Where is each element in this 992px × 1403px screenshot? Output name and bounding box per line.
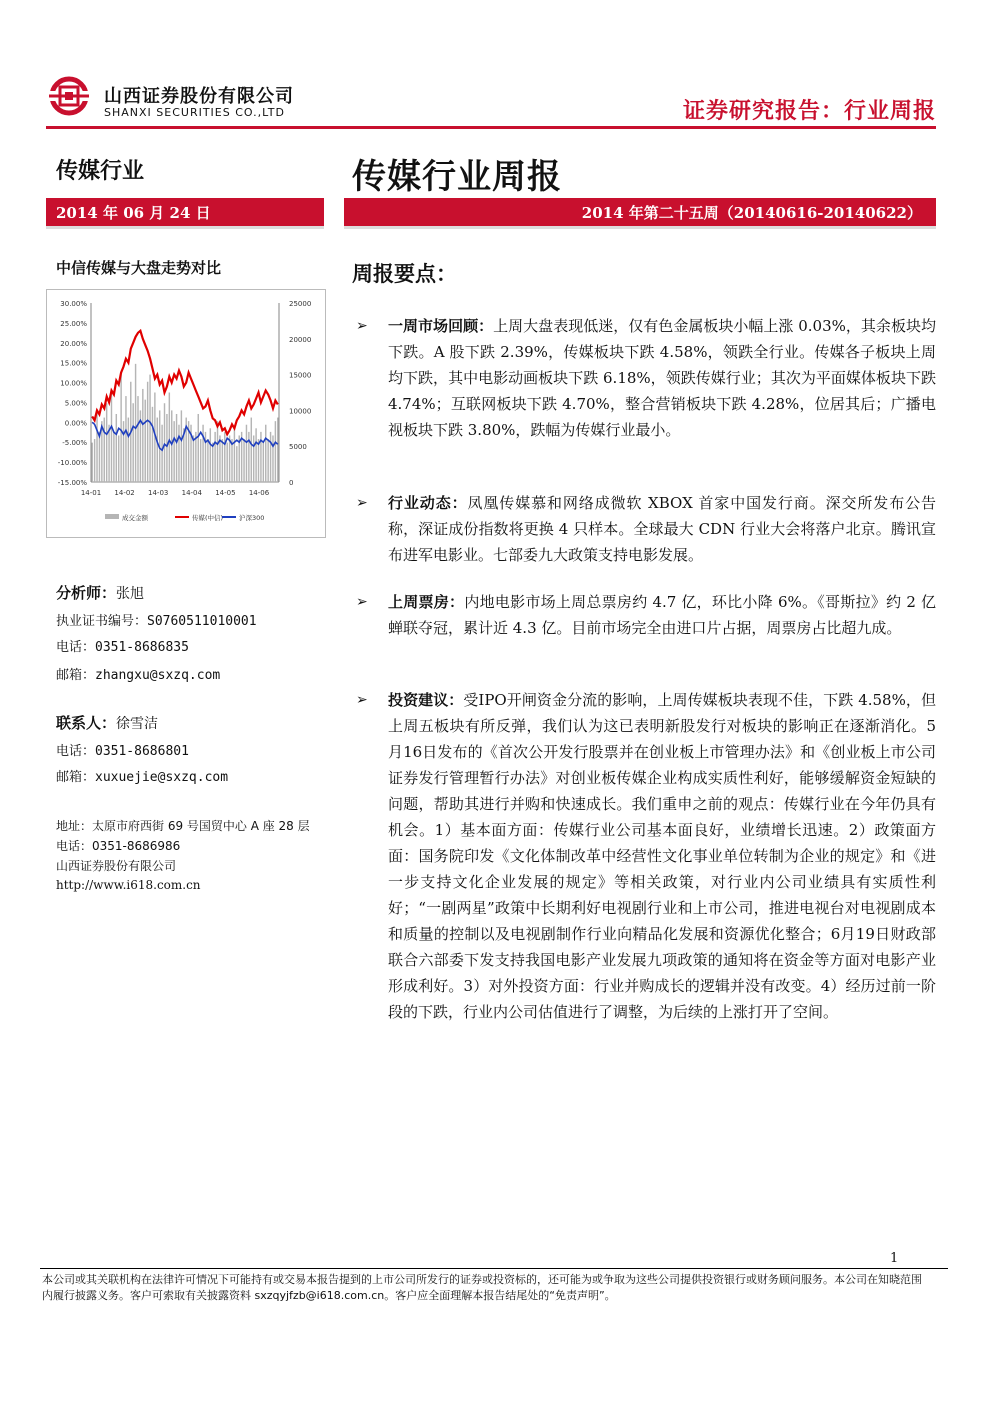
x-tick-label: 14-01 xyxy=(80,489,102,497)
company-url[interactable]: http://www.i618.com.cn xyxy=(56,878,201,892)
volume-bar xyxy=(212,443,213,482)
section-text: 凤凰传媒慕和网络成微软 XBOX 首家中国发行商。深交所发布公告称，深证成份指数将更换 4 只样本。全球最大 CDN 行业大会将落户北京。腾讯宣布进军电影业。七部委九大政策支持电影发展。 xyxy=(388,494,936,564)
company-name-cn: 山西证券股份有限公司 xyxy=(104,86,294,107)
volume-bar xyxy=(272,435,273,482)
analyst-phone: 电话：0351-8686835 xyxy=(56,640,189,655)
section-label: 行业动态： xyxy=(388,494,468,512)
section-box-office xyxy=(388,589,936,641)
volume-bar xyxy=(243,439,244,482)
volume-bar xyxy=(104,418,105,482)
legend-label: 成交金额 xyxy=(122,514,148,522)
analyst-email[interactable]: 邮箱：zhangxu@sxzq.com xyxy=(56,668,221,683)
legend-label: 传媒(中信) xyxy=(192,514,224,522)
bullet-icon: ➢ xyxy=(356,495,368,511)
contact-name: 徐雪洁 xyxy=(116,716,159,732)
volume-bar xyxy=(142,389,143,482)
contact-name-row xyxy=(56,712,158,733)
sector-label: 传媒行业 xyxy=(56,159,145,184)
media-index-line xyxy=(92,331,278,435)
volume-bar xyxy=(166,414,167,482)
volume-bar xyxy=(226,443,227,482)
x-tick-label: 14-05 xyxy=(215,489,236,497)
volume-bar xyxy=(137,396,138,482)
analyst-name: 张旭 xyxy=(116,586,145,602)
y-left-tick-label: 0.00% xyxy=(64,419,87,428)
volume-bar xyxy=(263,443,264,482)
y-right-tick-label: 20000 xyxy=(289,335,312,344)
section-text: 上周大盘表现低迷，仅有色金属板块小幅上涨 0.03%，其余板块均下跌。A 股下跌 2.39%，传媒板块下跌 4.58%，领跌全行业。传媒各子板块上周均下跌，其中电影动画板块下跌 6.18%，领跌传媒行业；其次为平面媒体板块下跌 4.74%；互联网板块下跌 4.70%，整合营销板块下跌 4.28%，位居其后；广播电视板块下跌 3.80%，跌幅为传媒行业最小。 xyxy=(388,317,936,439)
y-left-tick-label: -5.00% xyxy=(62,439,87,448)
volume-bar xyxy=(118,435,119,482)
volume-bar xyxy=(246,425,247,482)
volume-bar xyxy=(181,410,182,482)
volume-bar xyxy=(178,425,179,482)
keypoints-heading: 周报要点： xyxy=(352,262,457,286)
volume-bar xyxy=(94,439,95,482)
y-left-tick-label: 15.00% xyxy=(60,359,87,368)
y-right-tick-label: 5000 xyxy=(289,443,307,452)
contact-email[interactable]: 邮箱：xuxuejie@sxzq.com xyxy=(56,770,229,785)
volume-bar xyxy=(267,439,268,482)
volume-bar xyxy=(108,425,109,482)
section-text: 内地电影市场上周总票房约 4.7 亿，环比小降 6%。《哥斯拉》约 2 亿蝉联夺冠，累计近 4.3 亿。目前市场完全由进口片占据，周票房占比超九成。 xyxy=(388,593,936,637)
volume-bar xyxy=(157,418,158,482)
analyst-label: 分析师： xyxy=(56,584,117,602)
report-type: 证券研究报告：行业周报 xyxy=(682,99,936,124)
volume-bar xyxy=(120,375,121,482)
volume-bar xyxy=(111,393,112,483)
x-tick-label: 14-02 xyxy=(114,489,135,497)
x-tick-label: 14-03 xyxy=(148,489,169,497)
comparison-chart xyxy=(47,290,325,537)
company-name-footer: 山西证券股份有限公司 xyxy=(56,859,177,873)
company-phone: 电话：0351-8686986 xyxy=(56,839,181,853)
y-left-tick-label: 30.00% xyxy=(60,300,87,308)
legend-label: 沪深300 xyxy=(239,514,265,522)
report-week: 2014 年第二十五周（20140616-20140622） xyxy=(581,204,922,222)
section-text: 受IPO开闸资金分流的影响，上周传媒板块表现不佳，下跌 4.58%，但上周五板块有所反弹，我们认为这已表明新股发行对板块的影响正在逐渐消化。5月16日发布的《首次公开发行股票并在创业板上市管理办法》和《创业板上市公司证券发行管理暂行办法》对创业板传媒企业构成实质性利好，能够缓解资金短缺的问题，帮助其进行并购和快速成长。我们重申之前的观点：传媒行业在今年仍具有机会。1）基本面方面：传媒行业公司基本面良好，业绩增长迅速。2）政策面方面：国务院印发《文化体制改革中经营性文化事业单位转制为企业的规定》和《进一步支持文化企业发展的规定》等相关政策，对行业内公司业绩具有实质性利好；“一剧两星”政策中长期利好电视剧行业和上市公司，推进电视台对电视剧成本和质量的控制以及电视剧制作行业向精品化发展和资源优化整合；6月19日财政部联合六部委下发支持我国电影产业发展九项政策的通知将在资金等方面对电影产业形成利好。3）对外投资方面：行业并购成长的逻辑并没有改变。4）经历过前一阶段的下跌，行业内公司估值进行了调整，为后续的上涨打开了空间。 xyxy=(388,691,936,1021)
y-left-tick-label: 25.00% xyxy=(60,319,87,328)
volume-bar xyxy=(176,414,177,482)
x-tick-label: 14-06 xyxy=(248,489,270,497)
volume-bar xyxy=(222,439,223,482)
chart-title: 中信传媒与大盘走势对比 xyxy=(56,259,222,277)
volume-bar xyxy=(123,421,124,482)
volume-bar xyxy=(207,439,208,482)
bullet-icon: ➢ xyxy=(356,692,368,708)
volume-bar xyxy=(202,425,203,482)
contact-label: 联系人： xyxy=(56,714,117,732)
volume-bar xyxy=(173,421,174,482)
report-date: 2014 年 06 月 24 日 xyxy=(56,204,211,222)
section-label: 一周市场回顾： xyxy=(388,317,494,335)
analyst-name-row xyxy=(56,582,144,603)
volume-bar xyxy=(224,432,225,482)
date-bar xyxy=(46,198,324,226)
volume-bar xyxy=(116,414,117,482)
y-right-tick-label: 15000 xyxy=(289,371,312,380)
section-market-review xyxy=(388,313,936,443)
volume-bar xyxy=(152,407,153,482)
volume-bar xyxy=(91,443,92,482)
chart-frame xyxy=(46,289,326,538)
y-left-tick-label: -10.00% xyxy=(57,459,87,468)
contact-phone: 电话：0351-8686801 xyxy=(56,744,189,759)
volume-bar xyxy=(161,425,162,482)
volume-bar xyxy=(145,400,146,482)
volume-bar xyxy=(258,439,259,482)
volume-bar xyxy=(132,403,133,482)
volume-bar xyxy=(275,421,276,482)
bullet-icon: ➢ xyxy=(356,318,368,334)
y-right-tick-label: 0 xyxy=(289,479,294,487)
csi300-line xyxy=(92,420,278,450)
volume-bar xyxy=(231,439,232,482)
volume-bar xyxy=(106,403,107,482)
volume-bar xyxy=(198,414,199,482)
volume-bar xyxy=(149,375,150,482)
x-tick-label: 14-04 xyxy=(181,489,202,497)
date-bar-shadow xyxy=(46,226,324,229)
volume-bar xyxy=(217,421,218,482)
week-bar xyxy=(344,198,936,226)
volume-bar xyxy=(193,435,194,482)
volume-bar xyxy=(270,432,271,482)
section-label: 投资建议： xyxy=(388,691,464,709)
volume-bar xyxy=(214,432,215,482)
volume-bar xyxy=(251,418,252,482)
volume-bar xyxy=(236,446,237,482)
y-right-tick-label: 10000 xyxy=(289,407,312,416)
volume-bar xyxy=(125,396,126,482)
section-industry-news xyxy=(388,490,936,568)
volume-bar xyxy=(113,432,114,482)
section-investment-advice xyxy=(388,687,936,1025)
volume-bar xyxy=(277,418,278,482)
disclaimer: 本公司或其关联机构在法律许可情况下可能持有或交易本报告提到的上市公司所发行的证券或投资标的，还可能为或争取为这些公司提供投资银行或财务顾问服务。本公司在知晓范围内履行披露义务。客户可索取有关披露资料 sxzqyjfzb@i618.com.cn。客户应全面理解本报告结尾处的“免责声明”。 xyxy=(42,1273,922,1302)
volume-bar xyxy=(265,425,266,482)
volume-bar xyxy=(99,432,100,482)
volume-bar xyxy=(210,428,211,482)
company-name-en: SHANXI SECURITIES CO.,LTD xyxy=(104,106,285,119)
volume-bar xyxy=(200,439,201,482)
header-divider xyxy=(46,126,936,129)
volume-bar xyxy=(255,428,256,482)
volume-bar xyxy=(96,414,97,482)
bullet-icon: ➢ xyxy=(356,594,368,610)
y-left-tick-label: 5.00% xyxy=(64,399,87,408)
volume-bar xyxy=(164,403,165,482)
y-right-tick-label: 25000 xyxy=(289,300,312,308)
section-label: 上周票房： xyxy=(388,593,465,611)
y-left-tick-label: 10.00% xyxy=(60,379,87,388)
report-title: 传媒行业周报 xyxy=(352,157,562,197)
footer-divider xyxy=(40,1268,948,1269)
volume-bar xyxy=(128,418,129,482)
analyst-cert: 执业证书编号：S0760511010001 xyxy=(56,614,257,629)
week-bar-shadow xyxy=(344,226,936,229)
shanxi-securities-logo-icon xyxy=(46,76,92,116)
volume-bar xyxy=(169,393,170,483)
volume-bar xyxy=(135,364,136,482)
y-left-tick-label: -15.00% xyxy=(57,479,87,487)
company-address: 地址：太原市府西街 69 号国贸中心 A 座 28 层 xyxy=(56,819,310,833)
volume-bar xyxy=(147,382,148,482)
page-number: 1 xyxy=(890,1251,899,1266)
volume-bar xyxy=(253,435,254,482)
legend-swatch xyxy=(105,514,119,519)
volume-bar xyxy=(234,428,235,482)
y-left-tick-label: 20.00% xyxy=(60,339,87,348)
volume-bar xyxy=(171,410,172,482)
